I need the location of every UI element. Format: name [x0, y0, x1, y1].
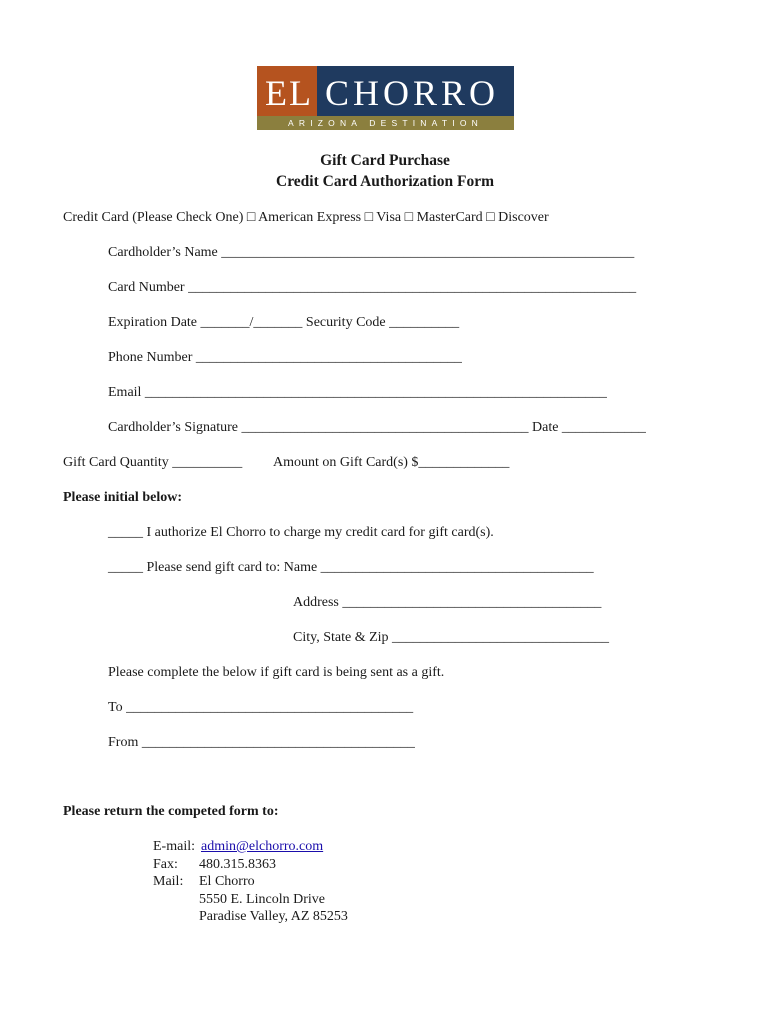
- mail-label: Mail:: [153, 874, 184, 889]
- form-title: Gift Card Purchase: [320, 152, 450, 169]
- email-field[interactable]: Email __________________________________________________________________: [108, 385, 607, 400]
- expiration-security-field[interactable]: Expiration Date _______/_______ Security Code __________: [108, 315, 460, 330]
- email-label: E-mail:: [153, 839, 195, 854]
- address-field[interactable]: Address _____________________________________: [293, 595, 602, 610]
- cardholder-name-field[interactable]: Cardholder’s Name ___________________________________________________________: [108, 245, 635, 260]
- email-link[interactable]: admin@elchorro.com: [201, 839, 324, 854]
- signature-date-field[interactable]: Cardholder’s Signature _________________________________________ Date ____________: [108, 420, 646, 435]
- card-number-field[interactable]: Card Number ________________________________________________________________: [108, 280, 637, 295]
- to-field[interactable]: To _________________________________________: [108, 700, 414, 715]
- gift-card-amount-field[interactable]: Amount on Gift Card(s) $_____________: [273, 455, 510, 470]
- send-to-name-field[interactable]: _____ Please send gift card to: Name _______________________________________: [108, 560, 594, 575]
- authorize-initial-line[interactable]: _____ I authorize El Chorro to charge my credit card for gift card(s).: [108, 525, 494, 540]
- card-type-line[interactable]: Credit Card (Please Check One) □ American Express □ Visa □ MasterCard □ Discover: [63, 210, 549, 225]
- logo-chorro-text: CHORRO: [325, 73, 500, 113]
- logo-el-text: EL: [265, 73, 313, 113]
- gift-card-quantity-field[interactable]: Gift Card Quantity __________: [63, 455, 243, 470]
- fax-label: Fax:: [153, 857, 178, 872]
- logo-el-block: [257, 66, 317, 116]
- el-chorro-logo: [257, 66, 514, 142]
- return-heading: Please return the competed form to:: [63, 804, 279, 819]
- mail-line-3: Paradise Valley, AZ 85253: [199, 909, 348, 924]
- phone-number-field[interactable]: Phone Number ______________________________________: [108, 350, 462, 365]
- initial-heading: Please initial below:: [63, 490, 182, 505]
- logo-chorro-block: [317, 66, 514, 116]
- fax-value: 480.315.8363: [199, 857, 276, 872]
- logo-tagline: ARIZONA DESTINATION DINING: [257, 116, 514, 130]
- city-state-zip-field[interactable]: City, State & Zip _______________________________: [293, 630, 610, 645]
- from-field[interactable]: From _______________________________________: [108, 735, 415, 750]
- mail-line-1: El Chorro: [199, 874, 255, 889]
- gift-note: Please complete the below if gift card is being sent as a gift.: [108, 665, 445, 680]
- form-subtitle: Credit Card Authorization Form: [276, 173, 494, 190]
- mail-line-2: 5550 E. Lincoln Drive: [199, 892, 325, 907]
